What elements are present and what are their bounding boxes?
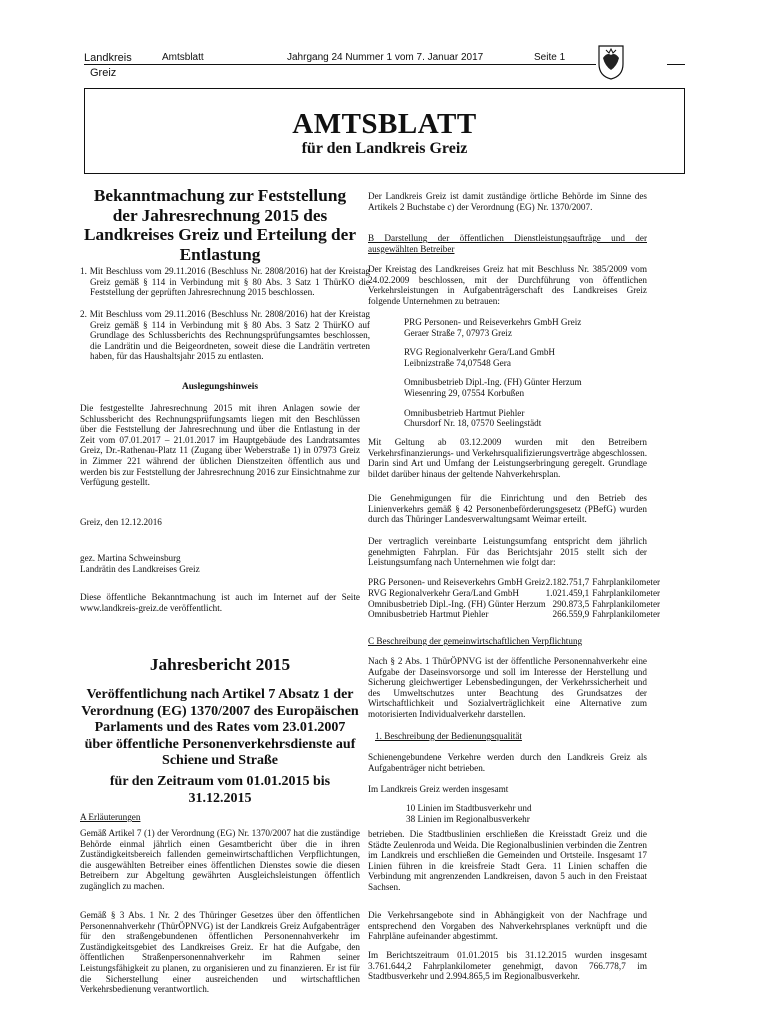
operator-name: Omnibusbetrieb Dipl.-Ing. (FH) Günter Herzum bbox=[404, 377, 582, 388]
section-a-paragraph-1: Gemäß Artikel 7 (1) der Verordnung (EG) Nr. 1370/2007 hat die zuständige Behörde einmal jährlich einen Gesamtbericht über die in ihren Zuständigkeitsbereich fallenden gemeinwirtschaftlichen Verpflichtungen, die ausgewählten Betreiber eines öffentlichen Dienstes sowie die diesen Betreibern zur Abgeltung gewährten Ausgleichsleistungen öffentlich zugänglich zu machen. bbox=[80, 828, 360, 891]
online-note: Diese öffentliche Bekanntmachung ist auch im Internet auf der Seite www.landkreis-greiz.de veröffentlicht. bbox=[80, 592, 360, 613]
table-row bbox=[368, 577, 660, 588]
section-b-paragraph-4: Der vertraglich vereinbarte Leistungsumfang entspricht dem jährlich genehmigten Fahrplan. Für das Berichtsjahr 2015 stellt sich der Leistungsumfang nach Unternehmen wie folgt dar: bbox=[368, 536, 647, 568]
place-date: Greiz, den 12.12.2016 bbox=[80, 517, 162, 527]
district-name-line2: Greiz bbox=[90, 67, 117, 79]
issue-info: Jahrgang 24 Nummer 1 vom 7. Januar 2017 bbox=[287, 52, 484, 63]
section-c-paragraph-1: Nach § 2 Abs. 1 ThürÖPNVG ist der öffentliche Personennahverkehr eine Aufgabe der Daseinsvorsorge und soll im Interesse der Herstellung und Sicherung gleichwertiger Lebensbedingungen, der Verkehrssicherheit und des Umweltschutzes unter Beachtung des Grundsatzes der Wirtschaftlichkeit und Sozialverträglichkeit eine Alternative zum motorisierten Individualverkehr darstellen. bbox=[368, 656, 647, 719]
signature-title: Landrätin des Landkreises Greiz bbox=[80, 564, 200, 574]
signature-name: gez. Martina Schweinsburg bbox=[80, 553, 181, 563]
section-a-heading: A Erläuterungen bbox=[80, 812, 141, 822]
masthead bbox=[84, 88, 685, 174]
table-cell-unit: Fahrplankilometer bbox=[592, 587, 661, 598]
masthead-subtitle: für den Landkreis Greiz bbox=[301, 140, 468, 157]
section-b-paragraph-2: Mit Geltung ab 03.12.2009 wurden mit den Betreibern Verkehrsfinanzierungs- und Verkehrsqualifizierungsverträge abgeschlossen. Darin sind Art und Umfang der Leistungserbringung geregelt. Grundlage bildet darüber hinaus der geltende Nahverkehrsplan. bbox=[368, 437, 647, 479]
section-a-paragraph-3: Der Landkreis Greiz ist damit zuständige örtliche Behörde im Sinne des Artikels 2 Buchstabe c) der Verordnung (EG) Nr. 1370/2007. bbox=[368, 191, 647, 212]
operator-list bbox=[404, 317, 649, 429]
section-c-paragraph-2: Schienengebundene Verkehre werden durch den Landkreis Greiz als Aufgabenträger nicht betrieben. bbox=[368, 752, 647, 773]
subheading-auslegungshinweis: Auslegungshinweis bbox=[181, 382, 259, 392]
table-cell-operator: PRG Personen- und Reiseverkehrs GmbH Greiz bbox=[368, 577, 546, 587]
operator-address: Leibnizstraße 74,07548 Gera bbox=[404, 357, 511, 368]
section-c-paragraph-6: Im Berichtszeitraum 01.01.2015 bis 31.12.2015 wurden insgesamt 3.761.644,2 Fahrplankilometer genehmigt, davon 766.778,7 im Stadtbusverkehr und 2.994.865,5 im Regionalbusverkehr. bbox=[368, 950, 647, 982]
table-cell-km: 1.021.459,1 bbox=[545, 587, 590, 598]
table-row bbox=[368, 609, 660, 620]
coat-of-arms-icon bbox=[597, 44, 625, 80]
operator-address: Chursdorf Nr. 18, 07570 Seelingstädt bbox=[404, 418, 542, 429]
line-count-city: 10 Linien im Stadtbusverkehr und bbox=[406, 803, 532, 813]
operator-name: PRG Personen- und Reiseverkehrs GmbH Greiz bbox=[404, 317, 582, 327]
publication-name: Amtsblatt bbox=[162, 52, 204, 63]
section-b-paragraph-1: Der Kreistag des Landkreises Greiz hat mit Beschluss Nr. 385/2009 vom 24.02.2009 beschlossen, mit der Durchführung von öffentlichen Verkehrsleistungen in Aufgabenträgerschaft des Landkreises Greiz folgende Unternehmen zu betrauen: bbox=[368, 264, 647, 306]
line-count-regional: 38 Linien im Regionalbusverkehr bbox=[406, 814, 530, 824]
table-row bbox=[368, 599, 660, 610]
article1-item-2: 2. Mit Beschluss vom 29.11.2016 (Beschluss Nr. 2808/2016) hat der Kreistag Greiz gemäß § 114 in Verbindung mit § 80 Abs. 3 Satz 2 ThürKO auf Grundlage des Schlussberichts des Rechnungsprüfungsamtes beschlossen, die Landrätin und die Beigeordneten, soweit diese die Landrätin vertreten haben, für das Haushaltsjahr 2015 zu entlasten. bbox=[80, 309, 370, 362]
table-cell-km: 2.182.751,7 bbox=[545, 577, 590, 587]
masthead-title: AMTSBLATT bbox=[292, 108, 477, 140]
operator-address: Geraer Straße 7, 07973 Greiz bbox=[404, 327, 512, 338]
district-name: Landkreis bbox=[84, 52, 132, 64]
article1-title: Bekanntmachung zur Feststellung der Jahresrechnung 2015 des Landkreises Greiz und Erteilung der Entlastung bbox=[83, 186, 357, 264]
table-row bbox=[368, 588, 660, 599]
section-c1-heading: 1. Beschreibung der Bedienungsqualität bbox=[375, 731, 522, 741]
table-cell-operator: RVG Regionalverkehr Gera/Land GmbH bbox=[368, 587, 520, 598]
operator-name: RVG Regionalverkehr Gera/Land GmbH bbox=[404, 347, 556, 358]
section-c-paragraph-4: betrieben. Die Stadtbuslinien erschließen die Kreisstadt Greiz und die Städte Zeulenroda und Weida. Die Regionalbuslinien verbinden die Zentren im Landkreis und erschließen die Gemeinden und Ortsteile. Insgesamt 17 Linien führen in die kreisfreie Stadt Gera. 11 Linien schaffen die Verbindung mit angrenzenden Landkreisen, davon 5 auch in den Freistaat Sachsen. bbox=[368, 829, 647, 892]
header-rule-end bbox=[667, 64, 685, 65]
section-b-paragraph-3: Die Genehmigungen für die Einrichtung und den Betrieb des Linienverkehrs gemäß § 42 Personenbeförderungsgesetz (PBefG) wurden durch das Thüringer Landesverwaltungsamt Weimar erteilt. bbox=[368, 493, 647, 525]
table-cell-unit: Fahrplankilometer bbox=[592, 598, 661, 609]
operator-address: Wiesenring 29, 07554 Korbußen bbox=[404, 387, 525, 398]
article2-title: Jahresbericht 2015 bbox=[149, 655, 291, 674]
volume-table bbox=[368, 577, 660, 620]
table-cell-km: 266.559,9 bbox=[552, 609, 590, 620]
table-cell-operator: Omnibusbetrieb Dipl.-Ing. (FH) Günter Herzum bbox=[368, 598, 546, 609]
section-a-paragraph-2: Gemäß § 3 Abs. 1 Nr. 2 des Thüringer Gesetzes über den öffentlichen Personennahverkehr (ThürÖPNVG) ist der Landkreis Greiz Aufgabenträger für den straßengebundenen öffentlichen Personennahverkehr im Zuständigkeitsgebiet des Landkreises Greiz. Er hat die Aufgabe, den öffentlichen Straßenpersonennahverkehr im Rahmen seiner Leistungsfähigkeit zu planen, zu organisieren und zu finanzieren. Er ist für die Sicherstellung einer ausreichenden und wirtschaftlichen Verkehrsbedienung verantwortlich. bbox=[80, 910, 360, 995]
article1-item-1: 1. Mit Beschluss vom 29.11.2016 (Beschluss Nr. 2808/2016) hat der Kreistag Greiz gemäß § 114 in Verbindung mit § 80 Abs. 3 Satz 1 ThürKO die Feststellung der geprüften Jahresrechnung 2015 beschlossen. bbox=[80, 266, 370, 298]
operator-name: Omnibusbetrieb Hartmut Piehler bbox=[404, 407, 525, 418]
section-b-heading: B Darstellung der öffentlichen Dienstleistungsaufträge und der ausgewählten Betreiber bbox=[368, 233, 647, 254]
section-c-paragraph-5: Die Verkehrsangebote sind in Abhängigkeit von der Nachfrage und entsprechend den Vorgaben des Nahverkehrsplanes verknüpft und die Fahrpläne aufeinander abgestimmt. bbox=[368, 910, 647, 942]
header-rule bbox=[84, 64, 596, 65]
article2-period: für den Zeitraum vom 01.01.2015 bis 31.12.2015 bbox=[109, 774, 331, 806]
section-c-paragraph-3: Im Landkreis Greiz werden insgesamt bbox=[368, 784, 509, 794]
table-cell-operator: Omnibusbetrieb Hartmut Piehler bbox=[368, 609, 489, 620]
page-number: Seite 1 bbox=[534, 52, 566, 63]
article2-subtitle: Veröffentlichung nach Artikel 7 Absatz 1 der Verordnung (EG) 1370/2007 des Europäischen Parlaments und des Rates vom 23.01.2007 über öffentliche Personenverkehrsdienste auf Schiene und Straße bbox=[81, 687, 359, 768]
section-c-heading: C Beschreibung der gemeinwirtschaftlichen Verpflichtung bbox=[368, 636, 583, 646]
table-cell-km: 290.873,5 bbox=[552, 598, 590, 609]
table-cell-unit: Fahrplankilometer bbox=[592, 577, 661, 587]
table-cell-unit: Fahrplankilometer bbox=[592, 609, 661, 620]
article1-paragraph: Die festgestellte Jahresrechnung 2015 mit ihren Anlagen sowie der Schlussbericht des Rechnungsprüfungsamts liegen mit den Beschlüssen über die Feststellung der Jahresrechnung und über die Entlastung in der Zeit vom 07.01.2017 – 21.01.2017 im Hauptgebäude des Landratsamtes Greiz, Dr.-Rathenau-Platz 11 (Zugang über Weberstraße 1) in 07973 Greiz in Zimmer 221 während der üblichen Dienstzeiten öffentlich aus und werden bis zur Feststellung der Jahresrechnung 2016 zur Einsichtnahme zur Verfügung gestellt. bbox=[80, 403, 360, 488]
